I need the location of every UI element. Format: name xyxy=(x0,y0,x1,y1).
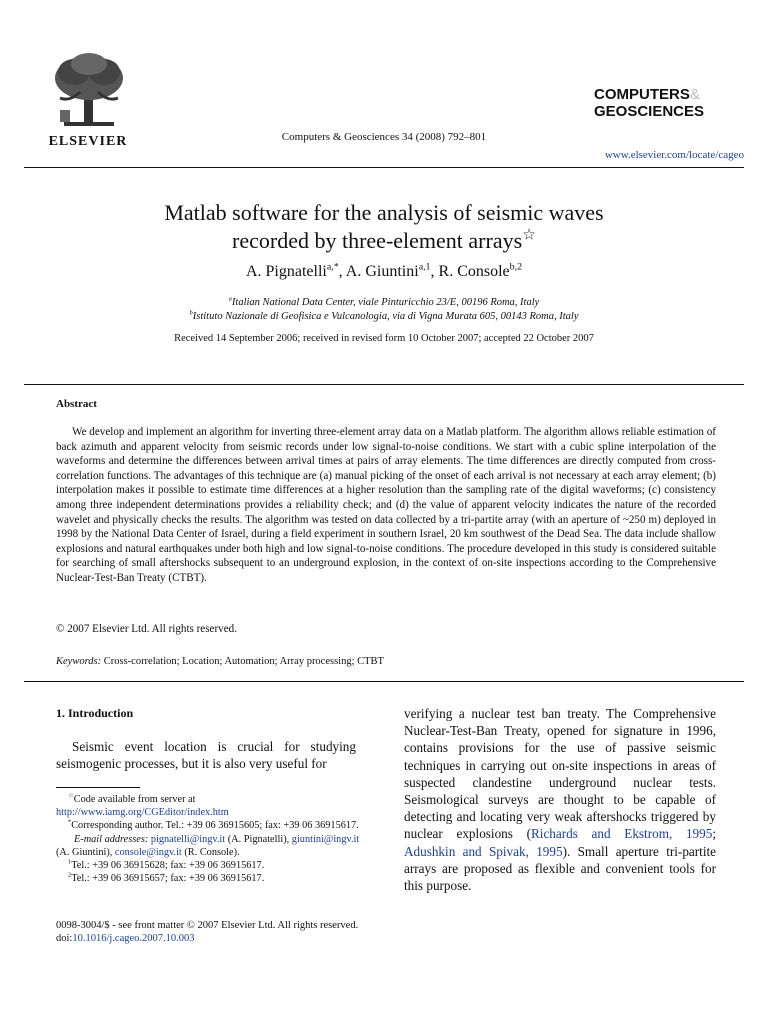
abstract-heading: Abstract xyxy=(56,398,97,410)
elsevier-logo xyxy=(38,52,138,147)
intro-right-part-a: verifying a nuclear test ban treaty. The Comprehensive Nuclear-Test-Ban Treaty, opened for signature in 1996, contains provisions for the use of passive seismic techniques in carrying out on-site inspections in areas of suspected clandestine underground nuclear tests. Seismological surveys are thought to be capable of detecting and locating very weak aftershocks triggered by nuclear explosions ( xyxy=(404,706,716,842)
footnote-corr-text: Corresponding author. Tel.: +39 06 36915605; fax: +39 06 36915617. xyxy=(71,820,359,832)
footnote-corresponding xyxy=(56,819,368,832)
author-mark[interactable]: a,1 xyxy=(418,261,431,273)
journal-logo-amp: & xyxy=(689,86,700,103)
intro-left-text: Seismic event location is crucial for studying seismogenic processes, but it is also very useful for xyxy=(56,739,356,772)
footnote-divider xyxy=(56,787,140,788)
journal-logo xyxy=(594,86,744,120)
footnote-2 xyxy=(56,872,368,885)
footnote-1 xyxy=(56,859,368,872)
author-separator: , xyxy=(338,263,346,280)
reference-link[interactable]: Richards and Ekstrom, 1995 xyxy=(530,826,713,842)
affiliation-b xyxy=(60,311,708,322)
footnote-star-icon: ☆ xyxy=(68,792,74,800)
affiliation-mark: b xyxy=(189,309,193,317)
keywords-label: Keywords: xyxy=(56,656,102,667)
affiliation-a xyxy=(60,297,708,308)
keywords-text: Cross-correlation; Location; Automation; Array processing; CTBT xyxy=(103,656,384,667)
abstract-divider xyxy=(24,384,744,385)
title-line-2: recorded by three-element arrays xyxy=(232,228,523,253)
tree-icon xyxy=(50,52,128,130)
front-matter-text: 0098-3004/$ - see front matter © 2007 Elsevier Ltd. All rights reserved. xyxy=(56,920,359,931)
keywords-divider xyxy=(24,681,744,682)
footnotes xyxy=(56,793,368,885)
email-owner: (A. Giuntini), xyxy=(56,846,115,858)
doi-link[interactable]: 10.1016/j.cageo.2007.10.003 xyxy=(72,933,195,945)
affiliation-text: Istituto Nazionale di Geofisica e Vulcanologia, via di Vigna Murata 605, 00143 Roma, Italy xyxy=(192,311,579,322)
section-heading: 1. Introduction xyxy=(56,706,134,720)
affiliation-text: Italian National Data Center, viale Pinturicchio 23/E, 00196 Roma, Italy xyxy=(231,297,540,308)
author-name: A. Pignatelli xyxy=(245,263,327,280)
keywords xyxy=(56,656,384,667)
email-label: E-mail addresses: xyxy=(74,833,151,845)
journal-logo-line1: COMPUTERS xyxy=(594,86,690,103)
reference-link[interactable]: Adushkin and Spivak, 1995 xyxy=(404,843,563,859)
reference-separator: ; xyxy=(712,826,716,842)
email-link[interactable]: giuntini@ingv.it xyxy=(291,833,360,845)
footnote-mark: 2 xyxy=(68,871,72,879)
received-dates: Received 14 September 2006; received in revised form 10 October 2007; accepted 22 October 2007 xyxy=(174,333,594,344)
author-name: A. Giuntini xyxy=(345,263,419,280)
author-list xyxy=(60,263,708,281)
intro-right-part-b: ). Small aperture tri-partite arrays are proposed as flexible and convenient tools for this purpose. xyxy=(404,843,716,894)
author-separator: , xyxy=(430,263,439,280)
author-name: R. Console xyxy=(438,263,510,280)
journal-logo-line2: GEOSCIENCES xyxy=(594,103,705,120)
email-link[interactable]: console@ingv.it xyxy=(114,846,182,858)
footnote-code xyxy=(56,793,368,819)
footnote-emails xyxy=(56,833,368,859)
article-title xyxy=(60,199,708,255)
publisher-name: ELSEVIER xyxy=(48,134,128,149)
abstract-text: We develop and implement an algorithm for inverting three-element array data on a Matlab platform. The algorithm allows reliable estimation of back azimuth and apparent velocity from seismic records under low signal-to-noise conditions. We start with a cubic spline interpolation of the waveforms and determine the differences between arrival times at pairs of array elements. The time differences are directly computed from cross-correlation functions. The advantages of this technique are (a) manual picking of the onset of each arrival is not necessary at each array element; (b) interpolation makes it possible to estimate time differences at a higher resolution than the sampling rate of the digital waveforms; (c) consistency among three independent determinations provides a reliability check; and (d) the value of apparent velocity indicates the nature of the recorded wavelet and physically checks the results. The algorithm was tested on data collected by a tri-partite array (with an aperture of ~250 m) deployed in 1998 by the National Data Center of Israel, during a field experiment in southern Israel, 20 km southwest of the Dead Sea. The data include shallow explosions and natural earthquakes under both high and low signal-to-noise conditions. The procedure developed in this study is considered suitable for searching of small aftershocks subsequent to an underground explosion, in the context of on-site inspections according to the Comprehensive Nuclear-Test-Ban Treaty (CTBT). xyxy=(56,426,716,584)
title-line-1: Matlab software for the analysis of seismic waves xyxy=(164,200,604,225)
footnote-code-text: Code available from server at xyxy=(73,794,196,805)
author-mark[interactable]: a,* xyxy=(326,261,339,273)
star-footnote-icon[interactable]: ☆ xyxy=(522,226,536,244)
author-mark[interactable]: b,2 xyxy=(509,261,523,273)
intro-right-text xyxy=(404,705,716,894)
footnote-text: Tel.: +39 06 36915628; fax: +39 06 36915617. xyxy=(71,860,265,872)
code-url-link[interactable]: http://www.iamg.org/CGEditor/index.htm xyxy=(56,807,229,819)
footnote-mark: * xyxy=(68,818,72,826)
email-owner: (R. Console). xyxy=(181,846,240,858)
email-link[interactable]: pignatelli@ingv.it xyxy=(150,833,226,845)
affiliation-mark: a xyxy=(228,295,232,303)
header-divider xyxy=(24,167,744,168)
doi-label: doi: xyxy=(56,933,73,945)
journal-url-link[interactable]: www.elsevier.com/locate/cageo xyxy=(604,149,744,161)
footnote-mark: 1 xyxy=(68,858,72,866)
journal-citation: Computers & Geosciences 34 (2008) 792–801 xyxy=(281,131,487,143)
email-owner: (A. Pignatelli), xyxy=(225,833,292,845)
footnote-text: Tel.: +39 06 36915657; fax: +39 06 36915617. xyxy=(71,873,265,885)
front-matter xyxy=(56,919,358,946)
abstract-copyright: © 2007 Elsevier Ltd. All rights reserved. xyxy=(56,623,237,635)
